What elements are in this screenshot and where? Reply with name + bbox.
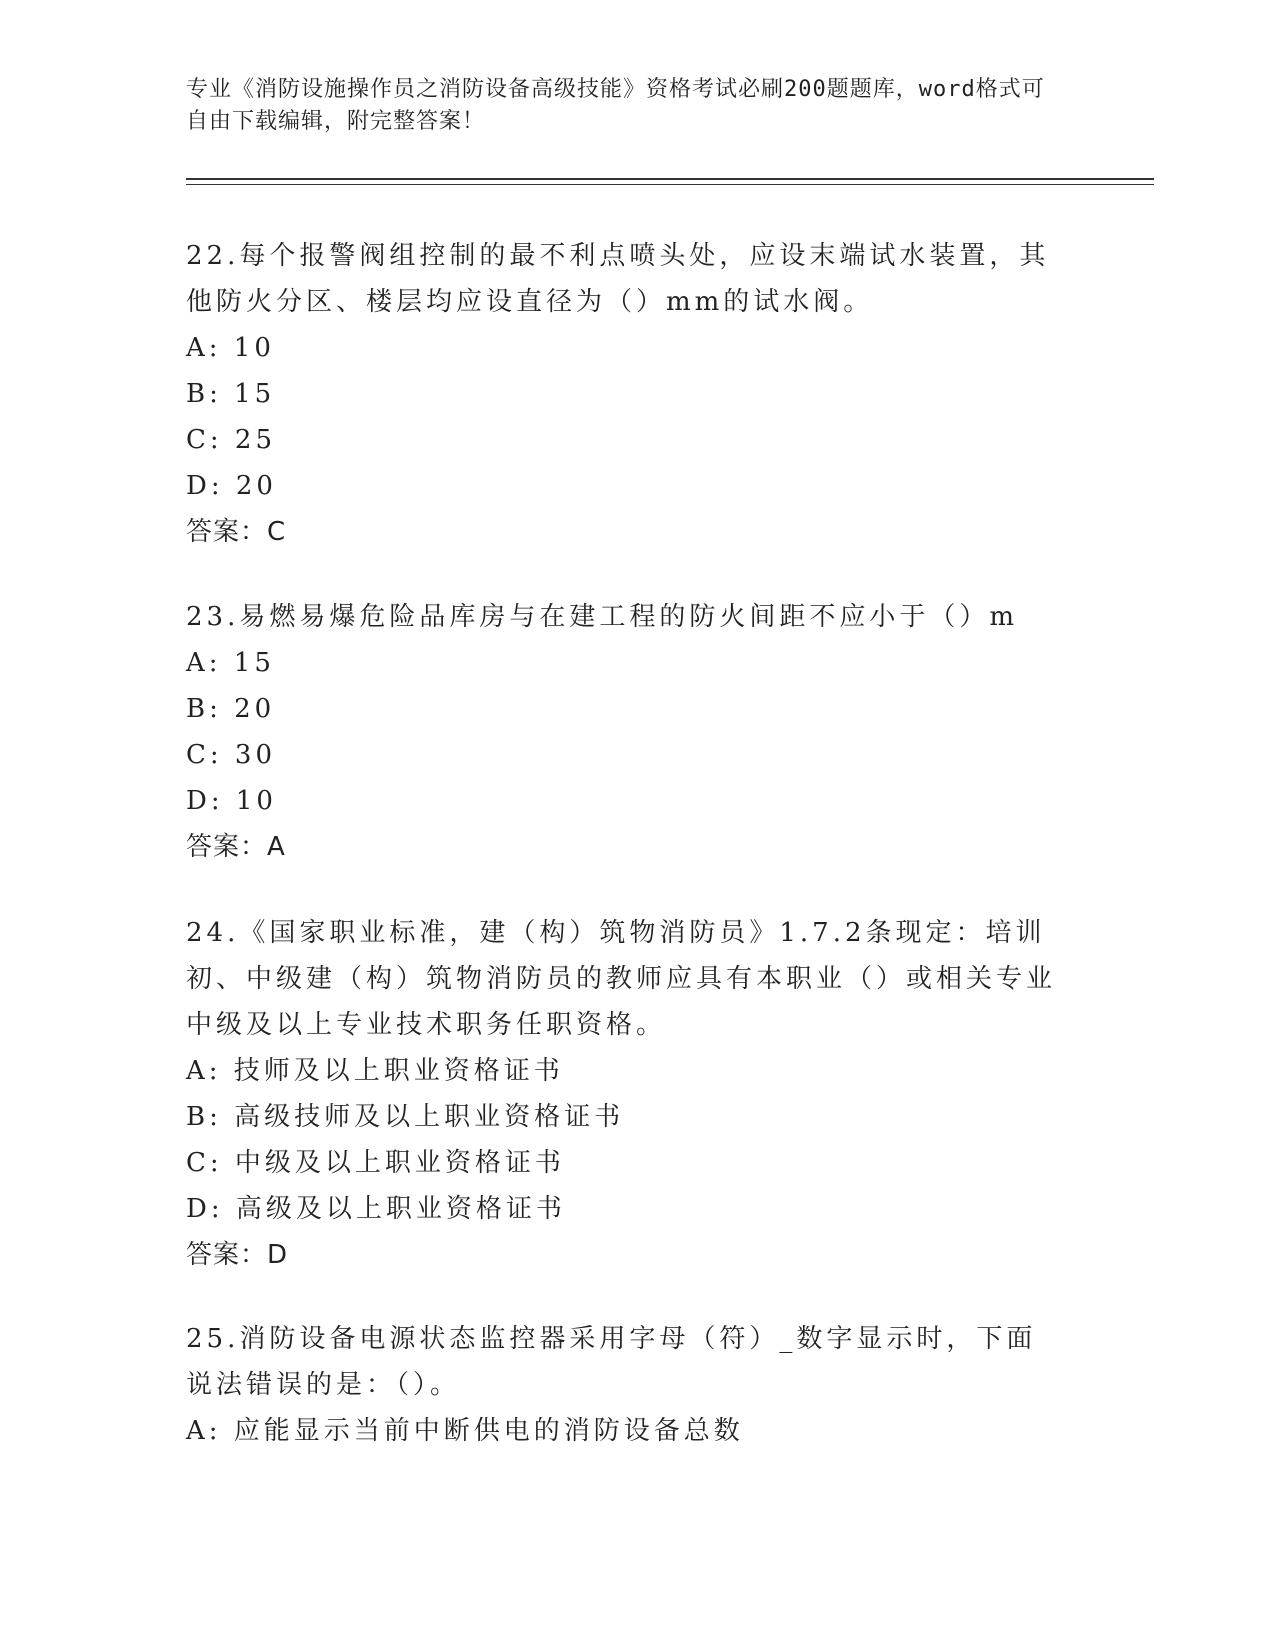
header-divider-thick — [186, 178, 1154, 180]
option-a: A: 15 — [186, 648, 275, 678]
option-c: C: 30 — [186, 740, 277, 770]
option-a: A: 技师及以上职业资格证书 — [186, 1056, 564, 1086]
question-stem: 23.易燃易爆危险品库房与在建工程的防火间距不应小于（）m — [186, 602, 1019, 632]
question-25 — [186, 1316, 1066, 1454]
answer: 答案：C — [186, 517, 287, 547]
option-b: B: 高级技师及以上职业资格证书 — [186, 1102, 625, 1132]
question-22 — [186, 233, 1066, 555]
option-b: B: 15 — [186, 379, 276, 409]
question-stem: 22.每个报警阀组控制的最不利点喷头处，应设末端试水装置，其他防火分区、楼层均应设直径为（）mm的试水阀。 — [186, 241, 1050, 317]
header-divider-thin — [186, 184, 1154, 185]
option-d: D: 20 — [186, 471, 277, 501]
option-c: C: 中级及以上职业资格证书 — [186, 1148, 565, 1178]
option-a: A: 10 — [186, 333, 275, 363]
option-d: D: 高级及以上职业资格证书 — [186, 1194, 566, 1224]
question-stem: 24.《国家职业标准，建（构）筑物消防员》1.7.2条现定：培训初、中级建（构）筑物消防员的教师应具有本职业（）或相关专业中级及以上专业技术职务任职资格。 — [186, 918, 1057, 1040]
question-23 — [186, 594, 1066, 870]
document-header: 专业《消防设施操作员之消防设备高级技能》资格考试必刷200题题库，word格式可自由下载编辑，附完整答案！ — [186, 77, 1045, 134]
answer: 答案：A — [186, 832, 286, 862]
question-24 — [186, 910, 1066, 1278]
option-b: B: 20 — [186, 694, 276, 724]
option-d: D: 10 — [186, 786, 277, 816]
option-a: A: 应能显示当前中断供电的消防设备总数 — [186, 1416, 744, 1446]
option-c: C: 25 — [186, 425, 277, 455]
question-stem: 25.消防设备电源状态监控器采用字母（符）_数字显示时，下面说法错误的是：（）。 — [186, 1324, 1037, 1400]
answer: 答案：D — [186, 1240, 289, 1270]
